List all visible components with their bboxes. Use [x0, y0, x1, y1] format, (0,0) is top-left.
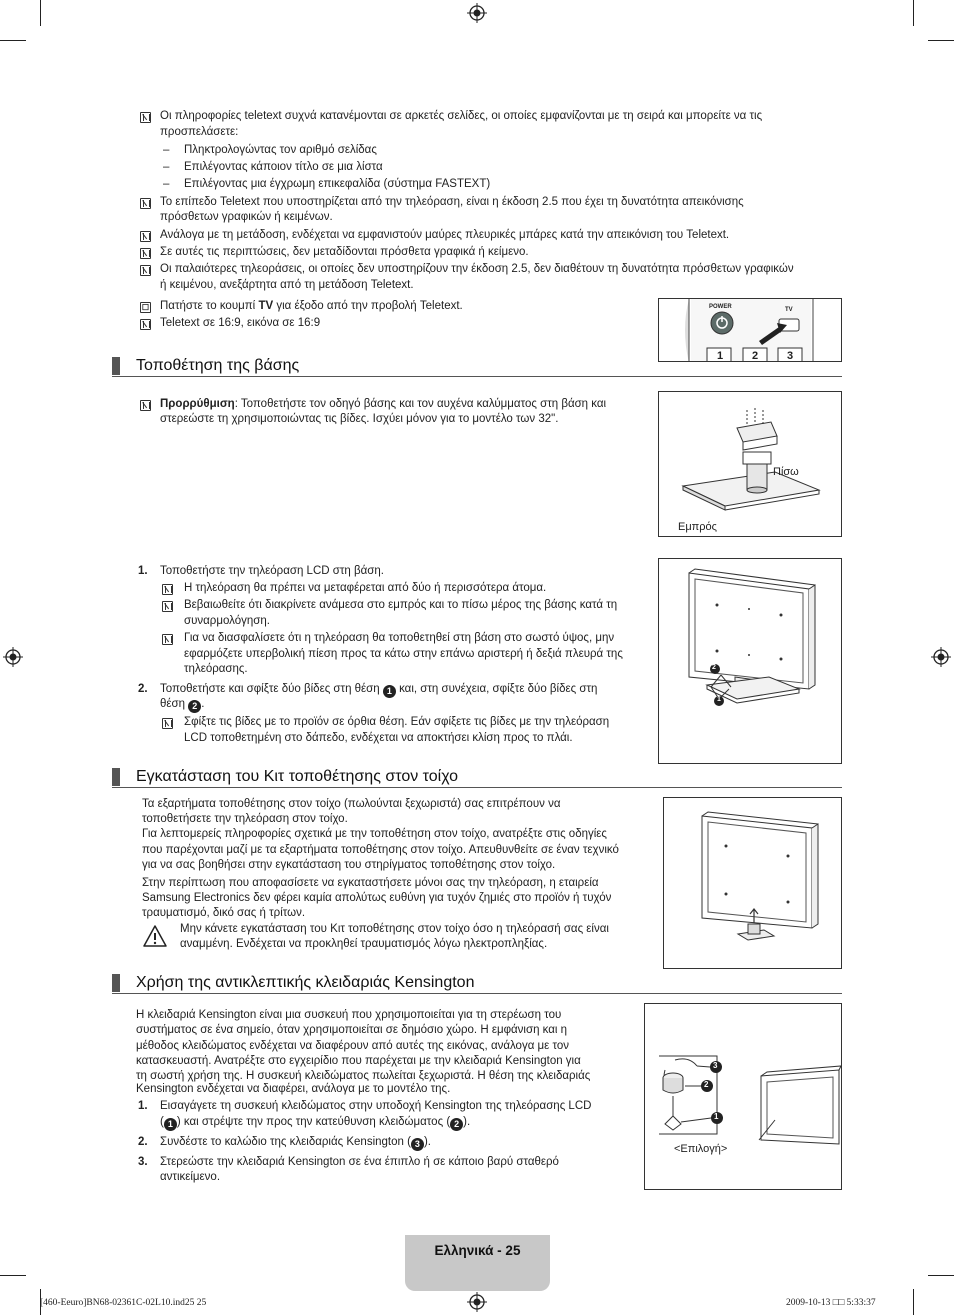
dash-bullet: –: [163, 178, 170, 190]
dash-bullet: –: [163, 144, 170, 156]
registration-mark-icon: [467, 3, 487, 23]
key-3: 3: [787, 350, 794, 362]
remote-drawing: [659, 299, 842, 362]
note-text: Οι πληροφορίες teletext συχνά κατανέμονται σε αρκετές σελίδες, οι οποίες εμφανίζονται με τη σειρά και μπορείτε να τις: [160, 110, 763, 122]
note-icon: [140, 265, 151, 276]
wall-mount-drawing: [664, 798, 843, 970]
note-text: Για να διασφαλίσετε ότι η τηλεόραση θα τοποθετηθεί στη βάση στο σωστό ύψος, μην: [184, 632, 615, 644]
note-icon: [140, 248, 151, 259]
note-text: στερεώστε τη χρησιμοποιώντας τις βίδες. Ισχύει μόνον για το μοντέλο των 32".: [160, 413, 559, 425]
footer-file: [460-Eeuro]BN68-02361C-02L10.ind25 25: [40, 1298, 207, 1308]
marker-1-icon: 1: [164, 1118, 177, 1131]
paragraph-line: Η κλειδαριά Kensington είναι μια συσκευή που χρησιμοποιείται για τη στερέωση του: [136, 1009, 562, 1021]
heading-bar: [112, 974, 120, 992]
dash-bullet: –: [163, 161, 170, 173]
step-text: Τοποθετήστε και σφίξτε δύο βίδες στη θέση 1 και, στη συνέχεια, σφίξτε δύο βίδες στη: [160, 683, 598, 696]
crop-mark: [0, 1275, 26, 1276]
registration-mark-icon: [3, 647, 23, 667]
note-text: Teletext σε 16:9, εικόνα σε 16:9: [160, 317, 321, 329]
note-icon: [162, 584, 173, 595]
remote-illustration: [658, 298, 842, 362]
crop-mark: [913, 1289, 914, 1315]
step-number: 2.: [138, 683, 148, 695]
paragraph-line: Kensington ενδέχεται να διαφέρει, ανάλογα με το μοντέλο της.: [136, 1083, 451, 1095]
note-text: LCD τοποθετημένη στο δάπεδο, ενδέχεται να αποκτήσει κλίση προς το πλάι.: [184, 732, 573, 744]
warning-icon: [142, 924, 168, 948]
section-title: Τοποθέτηση της βάσης: [136, 357, 300, 374]
tv-on-stand-illustration: [658, 558, 842, 764]
step-text: ( 1 ) και στρέψτε την προς την κατεύθυνση κλειδώματος ( 2 ).: [160, 1116, 471, 1129]
key-1: 1: [717, 350, 724, 362]
paragraph-line: μέθοδος κλειδώματος ενδέχεται να διαφέρουν από αυτές της εικόνας, ανάλογα με τον: [136, 1040, 570, 1052]
note-icon: [162, 718, 173, 729]
step-text: Εισαγάγετε τη συσκευή κλειδώματος στην υποδοχή Kensington της τηλεόρασης LCD: [160, 1100, 592, 1112]
note-text: Σε αυτές τις περιπτώσεις, δεν μεταδίδονται πρόσθετα γραφικά ή κείμενο.: [160, 246, 529, 258]
option-label: <Επιλογή>: [674, 1143, 728, 1155]
power-label: POWER: [709, 304, 732, 310]
list-item: Επιλέγοντας κάποιον τίτλο σε μια λίστα: [184, 161, 383, 173]
page-number-tab: [405, 1235, 550, 1291]
note-text: Πατήστε το κουμπί TV για έξοδο από την προβολή Teletext.: [160, 300, 463, 312]
paragraph-line: Τα εξαρτήματα τοποθέτησης στον τοίχο (πωλούνται ξεχωριστά) σας επιτρέπουν να: [142, 798, 561, 810]
step-number: 1.: [138, 1100, 148, 1112]
note-text: τηλεόρασης.: [184, 663, 248, 675]
paragraph-line: τοποθετήσετε την τηλεόραση στον τοίχο.: [142, 813, 348, 825]
key-2: 2: [752, 350, 759, 362]
marker-2-icon: 2: [450, 1118, 463, 1131]
section-title: Χρήση της αντικλεπτικής κλειδαριάς Kensington: [136, 974, 475, 991]
note-text: Βεβαιωθείτε ότι διακρίνετε ανάμεσα στο εμπρός και το πίσω μέρος της βάσης κατά τη: [184, 599, 618, 611]
step-number: 3.: [138, 1156, 148, 1168]
footer-date: 2009-10-13 □□ 5:33:37: [786, 1298, 876, 1308]
note-text: Προρρύθμιση: Τοποθετήστε τον οδηγό βάσης και τον αυχένα καλύμματος στη βάση και: [160, 398, 607, 410]
heading-bar: [112, 768, 120, 786]
heading-bar: [112, 357, 120, 375]
note-text: Το επίπεδο Teletext που υποστηρίζεται από την τηλεόραση, είναι η έκδοση 2.5 που έχει τη δυνατότητα απεικόνισης: [160, 196, 744, 208]
crop-mark: [0, 40, 26, 41]
tv-stand-drawing: [659, 559, 843, 765]
paragraph-line: για να σας βοηθήσει στην εγκατάσταση του στηρίγματος τοποθέτησης στον τοίχο.: [142, 859, 556, 871]
note-icon: [140, 198, 151, 209]
note-text: Σφίξτε τις βίδες με το προϊόν σε όρθια θέση. Εάν σφίξετε τις βίδες με την τηλεόραση: [184, 716, 610, 728]
stand-illustration: [658, 391, 842, 537]
kensington-drawing: [645, 1004, 843, 1191]
wall-mount-illustration: [663, 797, 842, 969]
note-text: Οι παλαιότερες τηλεοράσεις, οι οποίες δεν υποστηρίζουν την έκδοση 2.5, δεν διαθέτουν τη δυνατότητα πρόσθετων γραφικών: [160, 263, 794, 275]
tv-label: TV: [785, 307, 793, 313]
note-text: πρόσθετων γραφικών ή κειμένων.: [160, 211, 333, 223]
marker-3-label: 3: [713, 1061, 718, 1070]
paragraph-line: Στην περίπτωση που αποφασίσετε να εγκαταστήσετε μόνοι σας την τηλεόραση, η εταιρεία: [142, 877, 599, 889]
crop-mark: [928, 1275, 954, 1276]
crop-mark: [913, 0, 914, 26]
stand-drawing: [659, 392, 843, 538]
front-label: Εμπρός: [678, 521, 717, 533]
note-text: ή κειμένου, ανεξάρτητα από τη μετάδοση Teletext.: [160, 279, 414, 291]
note-icon: [140, 112, 151, 123]
step-text: Συνδέστε το καλώδιο της κλειδαριάς Kensington ( 3 ).: [160, 1136, 431, 1149]
note-icon: [140, 231, 151, 242]
warning-text: αναμμένη. Ενδέχεται να προκληθεί τραυματισμός λόγω ηλεκτροπληξίας.: [180, 938, 548, 950]
section-heading: [112, 355, 842, 377]
step-text: Στερεώστε την κλειδαριά Kensington σε ένα έπιπλο ή σε κάποιο βαρύ σταθερό: [160, 1156, 559, 1168]
note-text: Ανάλογα με τη μετάδοση, ενδέχεται να εμφανιστούν μαύρες πλευρικές μπάρες κατά την απεικόνιση του Teletext.: [160, 229, 730, 241]
note-icon: [140, 400, 151, 411]
marker-3-icon: 3: [411, 1138, 424, 1151]
note-text: προσπελάσετε:: [160, 126, 239, 138]
page-number: Ελληνικά - 25: [434, 1243, 521, 1258]
marker-1-icon: 1: [383, 685, 396, 698]
step-number: 2.: [138, 1136, 148, 1148]
registration-mark-icon: [467, 1292, 487, 1312]
marker-2-label: 2: [712, 664, 716, 671]
step-text: θέση 2 .: [160, 698, 205, 711]
marker-1-label: 1: [717, 696, 721, 703]
step-text: αντικείμενο.: [160, 1171, 221, 1183]
crop-mark: [928, 40, 954, 41]
note-text: εφαρμόζετε υπερβολική πίεση προς τα κάτω στην επάνω αριστερή ή δεξιά πλευρά της: [184, 648, 623, 660]
button-note-icon: ☐: [141, 303, 150, 312]
warning-text: Μην κάνετε εγκατάσταση του Κιτ τοποθέτησης στον τοίχο όσο η τηλεόρασή σας είναι: [180, 923, 609, 935]
kensington-illustration: [644, 1003, 842, 1190]
note-icon: [140, 319, 151, 330]
paragraph-line: συστήματος σε ένα σημείο, όταν χρησιμοποιείται σε δημόσιο χώρο. Η εμφάνιση και η: [136, 1024, 568, 1036]
note-icon: [162, 601, 173, 612]
section-heading: [112, 766, 842, 788]
list-item: Επιλέγοντας μια έγχρωμη επικεφαλίδα (σύστημα FASTEXT): [184, 178, 491, 190]
paragraph-line: τη σωστή χρήση της. Η συσκευή κλειδώματος πωλείται ξεχωριστά. Η θέση της κλειδαριάς: [136, 1070, 591, 1082]
section-heading: [112, 972, 842, 994]
paragraph-line: κατασκευαστή. Ανατρέξτε στο εγχειρίδιο που παρέχεται με την κλειδαριά Kensington για: [136, 1055, 581, 1067]
paragraph-line: Για λεπτομερείς πληροφορίες σχετικά με την τοποθέτηση στον τοίχο, ανατρέξτε στις οδηγίες: [142, 828, 607, 840]
paragraph-line: τραυματισμό, δικό σας ή τρίτων.: [142, 907, 306, 919]
marker-1-label: 1: [714, 1112, 719, 1121]
list-item: Πληκτρολογώντας τον αριθμό σελίδας: [184, 144, 377, 156]
step-text: Τοποθετήστε την τηλεόραση LCD στη βάση.: [160, 565, 384, 577]
marker-2-icon: 2: [188, 700, 201, 713]
step-number: 1.: [138, 565, 148, 577]
paragraph-line: Samsung Electronics δεν φέρει καμία απολύτως ευθύνη για τυχόν ζημιές στο προϊόν ή τυχόν: [142, 892, 612, 904]
section-title: Εγκατάσταση του Κιτ τοποθέτησης στον τοίχο: [136, 768, 459, 785]
note-text: Η τηλεόραση θα πρέπει να μεταφέρεται από δύο ή περισσότερα άτομα.: [184, 582, 547, 594]
note-icon: [162, 634, 173, 645]
marker-2-label: 2: [704, 1080, 709, 1089]
note-text: συναρμολόγηση.: [184, 615, 270, 627]
paragraph-line: που παρέχονται μαζί με τα εξαρτήματα τοποθέτησης στον τοίχο. Απευθυνθείτε σε έναν τεχνικό: [142, 844, 619, 856]
registration-mark-icon: [931, 647, 951, 667]
crop-mark: [40, 0, 41, 26]
back-label: Πίσω: [773, 466, 799, 478]
